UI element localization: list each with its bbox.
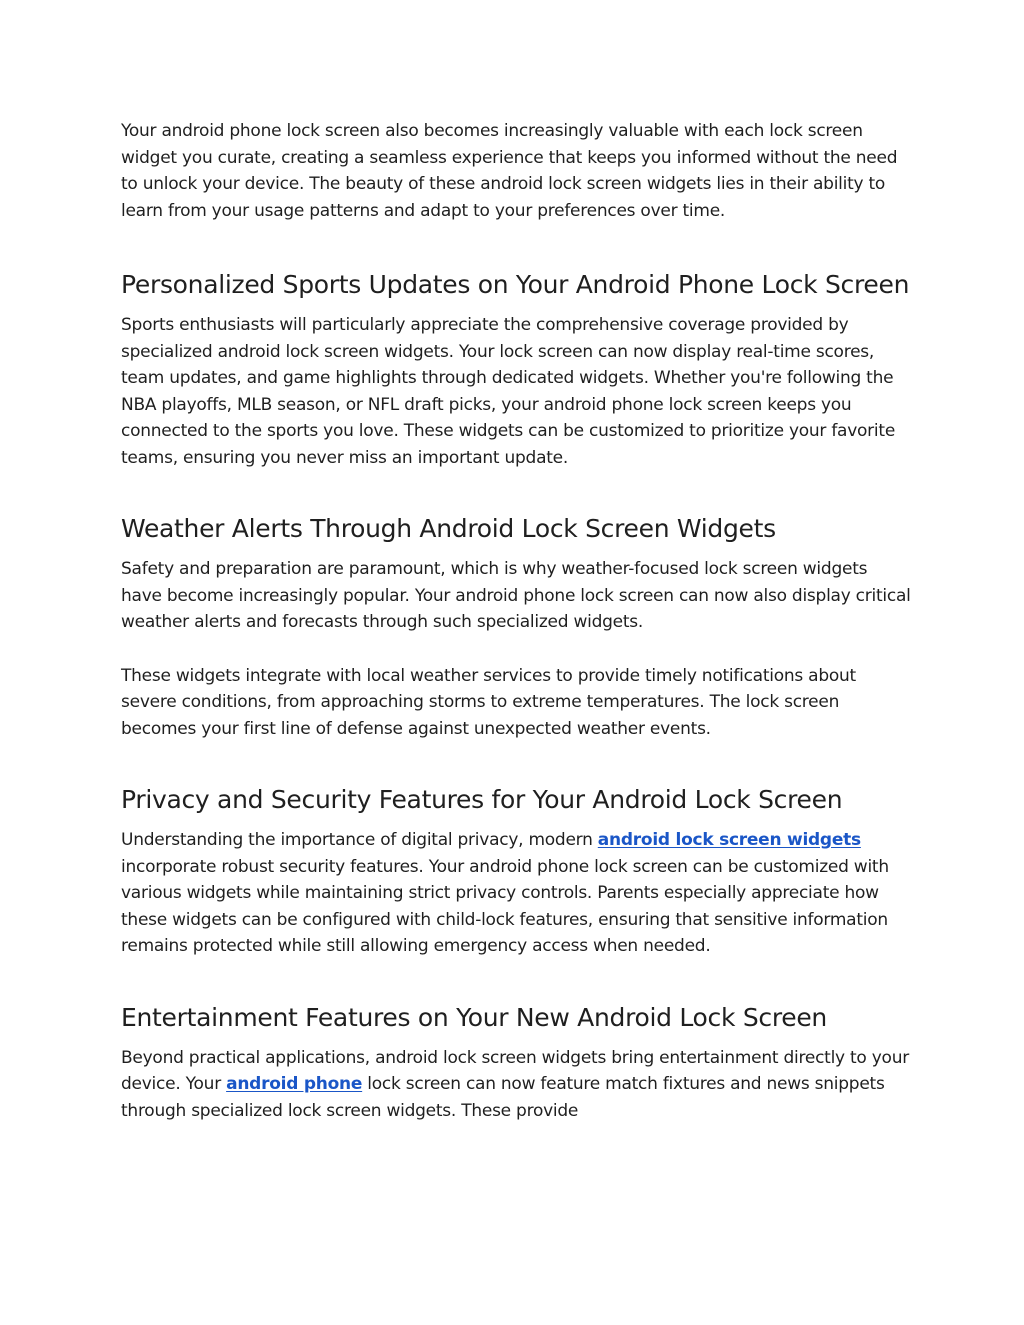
weather-alerts-paragraph-2: These widgets integrate with local weather services to provide timely notifications about severe conditions, from approaching storms to extreme temperatures. The lock screen becomes your first line of defense against unexpected weather events.: [121, 665, 856, 739]
sports-updates-paragraph: Sports enthusiasts will particularly appreciate the comprehensive coverage provided by specialized android lock screen widgets. Your lock screen can now display real-time scores, team updates, and game highlights through dedicated widgets. Whether you're following the NBA playoffs, MLB season, or NFL draft picks, your android phone lock screen keeps you connected to the sports you love. These widgets can be customized to prioritize your favorite teams, ensuring you never miss an important update.: [121, 315, 896, 468]
heading-privacy-security: Privacy and Security Features for Your Android Lock Screen: [121, 785, 843, 814]
document-page: [121, 118, 911, 1124]
entertainment-paragraph: [121, 1045, 911, 1125]
heading-weather-alerts: Weather Alerts Through Android Lock Screen Widgets: [121, 514, 776, 543]
privacy-text-after-link: incorporate robust security features. Your android phone lock screen can be customized with various widgets while maintaining strict privacy controls. Parents especially appreciate how these widgets can be configured with child-lock features, ensuring that sensitive information remains protected while still allowing emergency access when needed.: [121, 856, 889, 956]
android-phone-link[interactable]: android phone: [226, 1074, 363, 1094]
intro-paragraph: Your android phone lock screen also becomes increasingly valuable with each lock screen widget you curate, creating a seamless experience that keeps you informed without the need to unlock your device. The beauty of these android lock screen widgets lies in their ability to learn from your usage patterns and adapt to your preferences over time.: [121, 121, 898, 221]
privacy-text-before-link: Understanding the importance of digital privacy, modern: [121, 830, 598, 850]
heading-entertainment-features: Entertainment Features on Your New Android Lock Screen: [121, 1002, 827, 1032]
android-lock-screen-widgets-link[interactable]: android lock screen widgets: [597, 830, 861, 850]
heading-sports-updates: Personalized Sports Updates on Your Android Phone Lock Screen: [121, 270, 910, 299]
entertainment-text-before-link: Beyond practical applications, android lock screen widgets bring entertainment directly to your device. Your: [121, 1047, 909, 1094]
entertainment-text-after-link: lock screen can now feature match fixtures and news snippets through specialized lock screen widgets. These provide: [121, 1074, 885, 1121]
privacy-security-paragraph: [121, 827, 911, 960]
weather-alerts-paragraph: Safety and preparation are paramount, which is why weather-focused lock screen widgets have become increasingly popular. Your android phone lock screen can now also display critical weather alerts and forecasts through such specialized widgets.: [121, 559, 911, 632]
